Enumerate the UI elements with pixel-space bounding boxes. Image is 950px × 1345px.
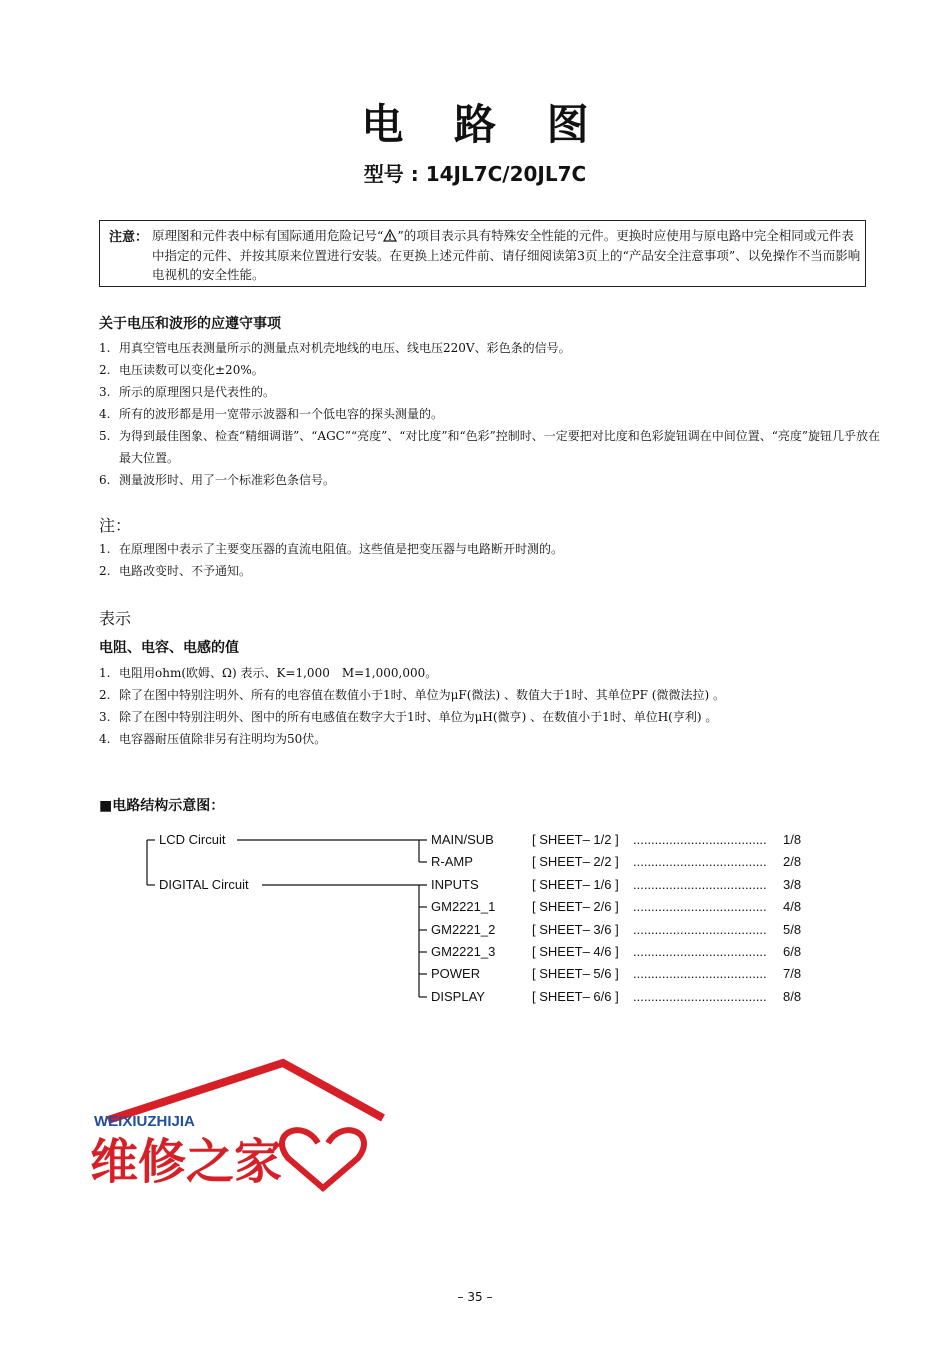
sheet-name: R-AMP (431, 854, 473, 869)
dot-leader: ..................................... (633, 877, 781, 892)
sheet-name: MAIN/SUB (431, 832, 494, 847)
sheet-name: POWER (431, 966, 481, 981)
warning-triangle-icon (383, 229, 397, 242)
lcd-circuit-label: LCD Circuit (159, 832, 226, 847)
logo-chinese-text: 维修之家 (90, 1134, 283, 1190)
list-item: 1. 用真空管电压表测量所示的测量点对机壳地线的电压、线电压220V、彩色条的信号。 (99, 341, 571, 355)
sheet-page: 7/8 (783, 966, 802, 981)
sheet-name: GM2221_2 (431, 922, 496, 937)
sheet-page: 2/8 (783, 854, 802, 869)
list-item: 3. 除了在图中特别注明外、图中的所有电感值在数字大于1时、单位为μH(微亨) 、在数值小于1时、单位H(亨利) 。 (99, 710, 718, 724)
circuit-structure-diagram (0, 830, 950, 1010)
sheet-ref: [ SHEET– 1/2 ] (532, 832, 619, 847)
list-item: 2. 电路改变时、不予通知。 (99, 564, 252, 578)
sheet-ref: [ SHEET– 1/6 ] (532, 877, 619, 892)
sheet-page: 5/8 (783, 922, 802, 937)
sheet-name: GM2221_1 (431, 899, 496, 914)
model-number: 型号 : 14JL7C/20JL7C (363, 162, 587, 186)
dot-leader: ..................................... (633, 922, 781, 937)
list-item: 2. 除了在图中特别注明外、所有的电容值在数值小于1时、单位为μF(微法) 、数值大于1时、其单位PF (微微法拉) 。 (99, 688, 725, 702)
list-item: 3. 所示的原理图只是代表性的。 (99, 385, 276, 399)
list-item: 6. 测量波形时、用了一个标准彩色条信号。 (99, 473, 336, 487)
note-list (99, 538, 889, 582)
list-item: 5. 为得到最佳图象、检查“精细调谐”、“AGC”“亮度”、“对比度”和“色彩”控制时、一定要把对比度和色彩旋钮调在中间位置、“亮度”旋钮几乎放在最大位置。 (99, 429, 881, 465)
page-title: 电 路 图 (361, 100, 607, 149)
safety-notice-box (99, 220, 866, 287)
sheet-name: DISPLAY (431, 989, 485, 1004)
weixiuzhijia-logo (88, 1058, 388, 1198)
list-item: 4. 电容器耐压值除非另有注明均为50伏。 (99, 732, 327, 746)
connector-lines (0, 830, 950, 1010)
dot-leader: ..................................... (633, 832, 781, 847)
display-list (99, 662, 889, 750)
display-heading: 表示 (99, 609, 132, 628)
page-number: – 35 – (457, 1290, 493, 1304)
sheet-ref: [ SHEET– 4/6 ] (532, 944, 619, 959)
sheet-page: 6/8 (783, 944, 802, 959)
digital-circuit-label: DIGITAL Circuit (159, 877, 249, 892)
structure-heading: ■电路结构示意图： (99, 798, 225, 814)
dot-leader: ..................................... (633, 989, 781, 1004)
notice-label: 注意： (109, 230, 149, 245)
sheet-ref: [ SHEET– 2/6 ] (532, 899, 619, 914)
note-heading: 注： (99, 516, 132, 535)
sheet-ref: [ SHEET– 6/6 ] (532, 989, 619, 1004)
dot-leader: ..................................... (633, 899, 781, 914)
logo-latin-text: WEIXIUZHIJIA (94, 1113, 195, 1130)
sheet-page: 4/8 (783, 899, 802, 914)
sheet-ref: [ SHEET– 3/6 ] (532, 922, 619, 937)
list-item: 1. 在原理图中表示了主要变压器的直流电阻值。这些值是把变压器与电路断开时测的。 (99, 542, 564, 556)
dot-leader: ..................................... (633, 854, 781, 869)
sheet-ref: [ SHEET– 5/6 ] (532, 966, 619, 981)
sheet-page: 8/8 (783, 989, 802, 1004)
sheet-page: 3/8 (783, 877, 802, 892)
notice-text (152, 226, 862, 285)
display-subheading: 电阻、电容、电感的值 (99, 640, 239, 656)
list-item: 1. 电阻用ohm(欧姆、Ω) 表示、K=1,000 M=1,000,000。 (99, 666, 438, 680)
list-item: 2. 电压读数可以变化±20%。 (99, 363, 264, 377)
notice-text-after: ”的项目表示具有特殊安全性能的元件。更换时应使用与原电路中完全相同或元件表中指定的元件、并按其原来位置进行安装。在更换上述元件前、请仔细阅读第3页上的“产品安全注意事项”、以免操作不当而影响电视机的安全性能。 (152, 228, 861, 282)
dot-leader: ..................................... (633, 944, 781, 959)
sheet-name: INPUTS (431, 877, 479, 892)
sheet-name: GM2221_3 (431, 944, 496, 959)
sheet-page: 1/8 (783, 832, 802, 847)
sheet-ref: [ SHEET– 2/2 ] (532, 854, 619, 869)
list-item: 4. 所有的波形都是用一宽带示波器和一个低电容的探头测量的。 (99, 407, 444, 421)
notice-text-before: 原理图和元件表中标有国际通用危险记号“ (152, 228, 384, 243)
voltage-heading: 关于电压和波形的应遵守事项 (99, 316, 281, 332)
dot-leader: ..................................... (633, 966, 781, 981)
voltage-list (99, 337, 889, 491)
